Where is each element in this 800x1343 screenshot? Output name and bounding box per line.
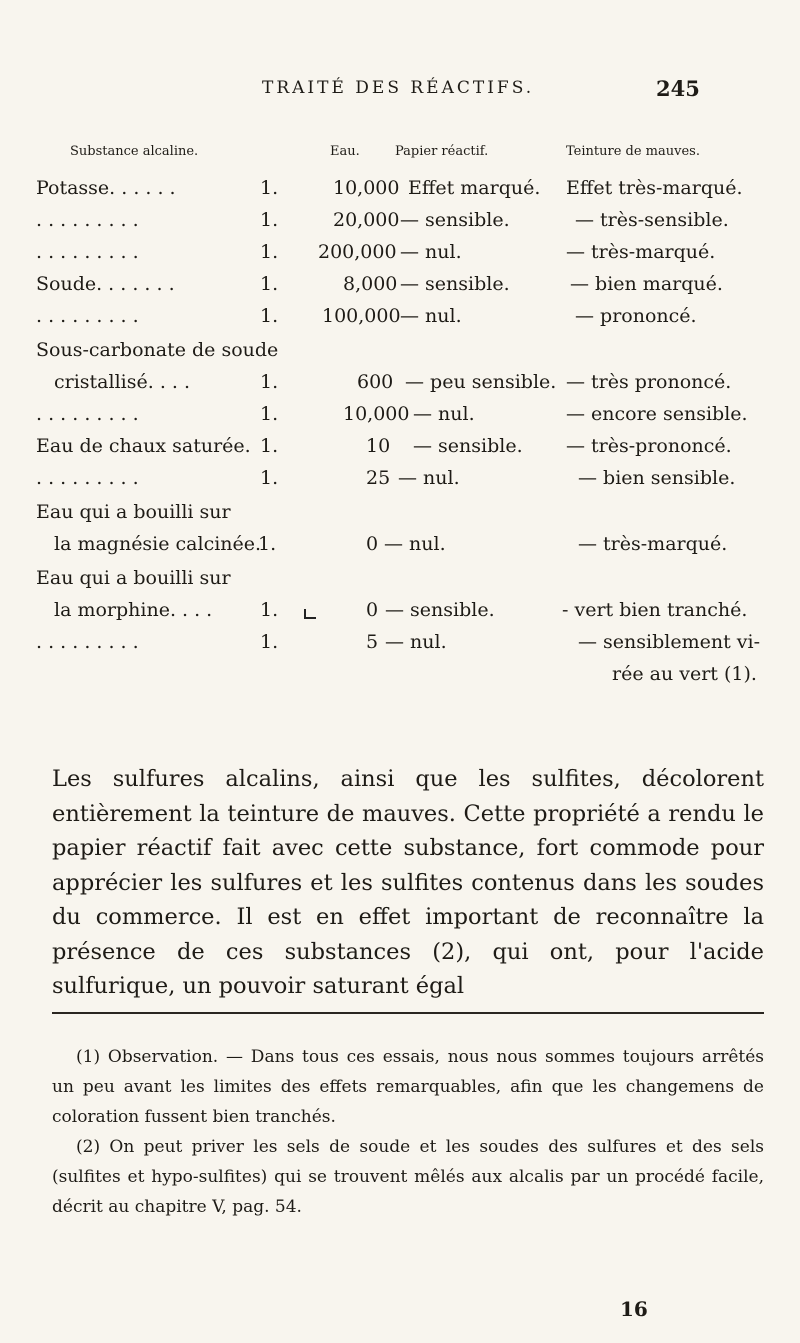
signature-mark: 16	[620, 1297, 648, 1321]
table-row	[0, 241, 800, 271]
table-row	[0, 533, 800, 563]
cell-num: 1.	[260, 305, 279, 327]
cell-num: 1.	[260, 209, 279, 231]
header-substance: Substance alcaline.	[70, 144, 199, 159]
table-row	[0, 467, 800, 497]
table-row	[0, 599, 800, 629]
cell-tint: — bien marqué.	[570, 273, 723, 295]
cell-substance: Eau de chaux saturée.	[36, 435, 251, 457]
cell-water: 10,000	[343, 403, 410, 425]
footnote-2: (2) On peut priver les sels de soude et les soudes des sulfures et des sels (sulfites et hypo-sulfites) qui se trouvent mêlés aux alcalis par un procédé facile, décrit au chapitre V, pag. 54.	[52, 1137, 764, 1217]
cell-substance: la morphine. . . .	[54, 599, 213, 621]
cell-num: 1.	[260, 599, 279, 621]
cell-water: 0	[366, 533, 379, 555]
table-row	[0, 305, 800, 335]
cell-paper: — nul.	[400, 305, 462, 327]
cell-num: 1.	[260, 273, 279, 295]
table-row	[0, 663, 800, 693]
cell-paper: — sensible.	[385, 599, 495, 621]
cell-water: 10,000	[333, 177, 400, 199]
cell-substance: Eau qui a bouilli sur	[36, 501, 231, 523]
table-row	[0, 177, 800, 207]
cell-water: 10	[366, 435, 391, 457]
cell-substance: . . . . . . . . .	[36, 305, 139, 327]
cell-paper: — nul.	[413, 403, 475, 425]
cell-substance: cristallisé. . . .	[54, 371, 191, 393]
cell-paper: — sensible.	[400, 273, 510, 295]
cell-tint: — bien sensible.	[578, 467, 736, 489]
check-mark-icon	[304, 609, 316, 619]
cell-num: 1.	[260, 467, 279, 489]
table-row	[0, 435, 800, 465]
table-row	[0, 209, 800, 239]
table-row	[0, 403, 800, 433]
footnote-rule	[52, 1012, 764, 1014]
cell-num: 1.	[260, 631, 279, 653]
cell-tint: — très prononcé.	[566, 371, 732, 393]
cell-water: 25	[366, 467, 391, 489]
cell-tint: - vert bien tranché.	[562, 599, 748, 621]
cell-water: 100,000	[322, 305, 401, 327]
cell-tint: — très-marqué.	[566, 241, 716, 263]
running-title: TRAITÉ DES RÉACTIFS.	[262, 78, 535, 98]
cell-tint: rée au vert (1).	[612, 663, 757, 685]
cell-num: 1.	[260, 371, 279, 393]
page-number: 245	[656, 76, 700, 101]
cell-tint: — très-marqué.	[578, 533, 728, 555]
cell-water: 0	[366, 599, 379, 621]
cell-tint: Effet très-marqué.	[566, 177, 743, 199]
main-paragraph	[52, 762, 764, 1004]
cell-water: 8,000	[343, 273, 398, 295]
cell-substance: . . . . . . . . .	[36, 403, 139, 425]
cell-substance: Potasse. . . . . .	[36, 177, 176, 199]
header-water: Eau.	[330, 144, 360, 159]
cell-tint: — très-sensible.	[575, 209, 729, 231]
header-tint: Teinture de mauves.	[566, 144, 700, 159]
cell-substance: . . . . . . . . .	[36, 631, 139, 653]
cell-tint: — prononcé.	[575, 305, 697, 327]
cell-water: 600	[357, 371, 394, 393]
footnote-1: (1) Observation. — Dans tous ces essais, nous nous sommes toujours arrêtés un peu avant les limites des effets remarquables, afin que les changemens de coloration fussent bien tranchés.	[52, 1047, 764, 1127]
cell-paper: Effet marqué.	[408, 177, 541, 199]
cell-paper: — sensible.	[413, 435, 523, 457]
cell-substance: . . . . . . . . .	[36, 209, 139, 231]
paragraph-text: Les sulfures alcalins, ainsi que les sulfites, décolorent entièrement la teinture de mauves. Cette propriété a rendu le papier réactif fait avec cette substance, fort commode pour apprécier les sulfures et les sulfites contenus dans les soudes du commerce. Il est en effet important de reconnaître la présence de ces substances (2), qui ont, pour l'acide sulfurique, un pouvoir saturant égal	[52, 766, 764, 999]
cell-tint: — sensiblement vi-	[578, 631, 760, 653]
cell-substance: la magnésie calcinée.	[54, 533, 262, 555]
cell-water: 20,000	[333, 209, 400, 231]
cell-water: 200,000	[318, 241, 397, 263]
cell-num: 1.	[258, 533, 277, 555]
cell-substance: Sous-carbonate de soude	[36, 339, 279, 361]
table-header	[0, 144, 800, 168]
cell-substance: Eau qui a bouilli sur	[36, 567, 231, 589]
cell-paper: — nul.	[400, 241, 462, 263]
footnotes	[52, 1042, 764, 1222]
table-row	[0, 339, 800, 369]
cell-paper: — peu sensible.	[405, 371, 557, 393]
table-row	[0, 567, 800, 597]
cell-paper: — nul.	[384, 533, 446, 555]
cell-paper: — sensible.	[400, 209, 510, 231]
table-row	[0, 501, 800, 531]
cell-paper: — nul.	[385, 631, 447, 653]
cell-num: 1.	[260, 241, 279, 263]
cell-tint: — très-prononcé.	[566, 435, 732, 457]
header-paper: Papier réactif.	[395, 144, 489, 159]
cell-substance: . . . . . . . . .	[36, 467, 139, 489]
cell-num: 1.	[260, 435, 279, 457]
table-row	[0, 631, 800, 661]
running-head	[0, 78, 800, 108]
table-row	[0, 273, 800, 303]
table-row	[0, 371, 800, 401]
cell-substance: Soude. . . . . . .	[36, 273, 175, 295]
cell-paper: — nul.	[398, 467, 460, 489]
cell-water: 5	[366, 631, 379, 653]
cell-num: 1.	[260, 177, 279, 199]
cell-substance: . . . . . . . . .	[36, 241, 139, 263]
cell-num: 1.	[260, 403, 279, 425]
cell-tint: — encore sensible.	[566, 403, 748, 425]
